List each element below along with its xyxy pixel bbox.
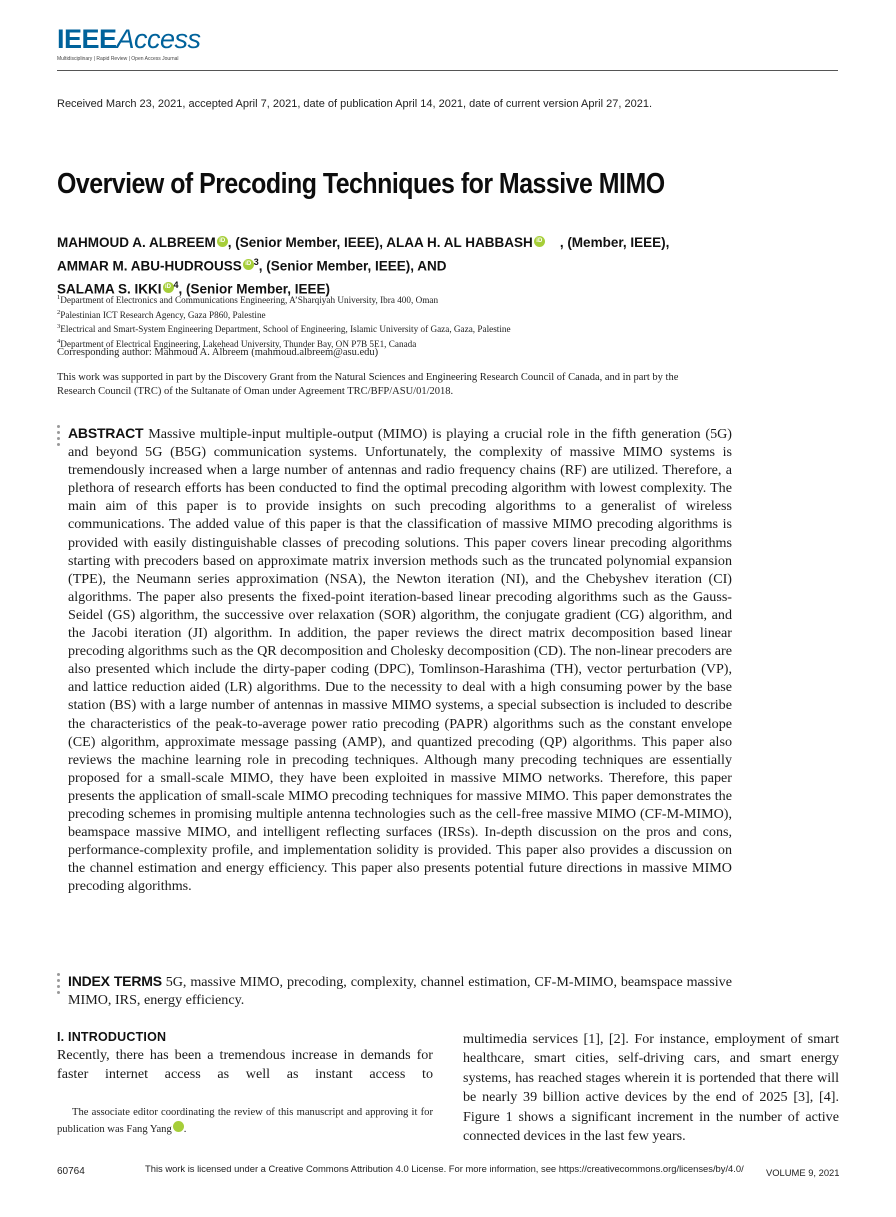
index-terms-text: 5G, massive MIMO, precoding, complexity, channel estimation, CF-M-MIMO, beamspace massive MIMO, IRS, energy efficiency. — [68, 974, 732, 1009]
logo-access: Access — [116, 24, 201, 54]
author-role: , (Senior Member, IEEE) — [178, 281, 331, 296]
affiliation-item: $^2$Palestinian ICT Research Agency, Gaza P860, Palestine — [57, 308, 266, 320]
index-terms-marker-icon — [57, 973, 61, 997]
affiliation-item: $^1$Department of Electronics and Communications Engineering, A’Sharqiyah University, Ibra 400, Oman — [57, 294, 439, 306]
author-name: SALAMA S. IKKI — [57, 281, 162, 296]
funding-note: This work was supported in part by the Discovery Grant from the Natural Sciences and Engineering Research Council of Canada, and in part by the Research Council (TRC) of the Sultanate of Oman under Agreement TRC/BFP/ASU/01/2018. — [57, 372, 679, 397]
orcid-icon[interactable]: iD — [173, 1121, 184, 1132]
intro-left-column — [57, 1030, 433, 1085]
affiliation-item: $^3$Electrical and Smart-System Engineering Department, School of Engineering, Islamic University of Gaza, Gaza, Palestine — [57, 323, 511, 335]
abstract-marker-icon — [57, 425, 61, 449]
author-affil-mark: 3 — [253, 256, 259, 267]
intro-right-column: multimedia services [1], [2]. For instance, employment of smart healthcare, smart cities, self-driving cars, and smart energy systems, has reached stages wherein it is portended that there will be nearly 39 billion active devices by the end of 2025 [3], [4]. Figure 1 shows a significant increment in the number of active connected devices in the last few years. — [463, 1031, 839, 1145]
logo-tagline: Multidisciplinary | Rapid Review | Open Access Journal — [57, 56, 179, 62]
affiliations — [57, 292, 837, 351]
orcid-icon[interactable]: iD — [534, 236, 545, 247]
author-list — [57, 233, 847, 299]
section-heading: I. INTRODUCTION — [57, 1030, 167, 1044]
author-affil-mark: 4 — [173, 279, 179, 290]
orcid-icon[interactable]: iD — [163, 282, 174, 293]
license-note[interactable]: This work is licensed under a Creative Commons Attribution 4.0 License. For more information, see https://creativecommons.org/licenses/by/4.0/ — [145, 1163, 744, 1174]
author-name: MAHMOUD A. ALBREEM — [57, 235, 216, 250]
author-role: , (Senior Member, IEEE), AND — [258, 258, 447, 273]
author-name: AMMAR M. ABU-HUDROUSS — [57, 258, 242, 273]
journal-logo — [57, 24, 217, 68]
abstract — [68, 424, 732, 895]
page-number: 60764 — [57, 1166, 85, 1177]
editor-footnote: The associate editor coordinating the review of this manuscript and approving it for publication was Fang Yang iD. — [57, 1107, 433, 1135]
index-terms-label: INDEX TERMS — [68, 973, 162, 989]
header-divider — [57, 70, 838, 71]
abstract-text: Massive multiple-input multiple-output (MIMO) is playing a crucial role in the fifth generation (5G) and beyond 5G (B5G) communication systems. Unfortunately, the complexity of massive MIMO systems is tremendously increased when a large number of antennas and radio frequency chains (RF) are utilized. Therefore, a plethora of research efforts has been conducted to find the optimal precoding algorithm with lowest complexity. The main aim of this paper is to provide insights on such precoding algorithms to a generalist of wireless communications. The added value of this paper is that the classification of massive MIMO precoding algorithms is provided with easily distinguishable classes of precoding solutions. This paper covers linear precoding algorithms starting with precoders based on approximate matrix inversion methods such as the truncated polynomial expansion (TPE), the Neumann series approximation (NSA), the Newton iteration (NI), and the Chebyshev iteration (CI) algorithms. The paper also presents the fixed-point iteration-based linear precoding algorithms such as the Gauss-Seidel (GS) algorithm, the successive over relaxation (SOR) algorithm, the conjugate gradient (CG) algorithm, and the Jacobi iteration (JI) algorithm. In addition, the paper reviews the direct matrix decomposition based linear precoding algorithms such as the QR decomposition and Cholesky decomposition (CD). The non-linear precoders are also presented which include the dirty-paper coding (DPC), Tomlinson-Harashima (TH), vector perturbation (VP), and lattice reduction aided (LR) algorithms. Due to the necessity to deal with a high consuming power by the base station (BS) with a large number of antennas in massive MIMO systems, a special subsection is included to describe the characteristics of the peak-to-average power ratio precoding (PAPR) algorithms such as the constant envelope (CE) algorithm, approximate message passing (AMP), and quantized precoding (QP) algorithms. This paper also reviews the machine learning role in precoding techniques. Although many precoding techniques are essentially proposed for a small-scale MIMO, they have been exploited in massive MIMO networks. Therefore, this paper presents the application of small-scale MIMO precoding techniques for massive MIMO. This paper demonstrates the precoding schemes in promising multiple antenna technologies such as the cell-free massive MIMO (CF-M-MIMO), beamspace massive MIMO, and intelligent reflecting surfaces (IRSs). In-depth discussion on the pros and cons, performance-complexity profile, and implementation solidity is provided. This paper also provides a discussion on the channel estimation and energy efficiency. This paper also presents potential future directions in massive MIMO precoding algorithms. — [68, 426, 732, 895]
received-dates: Received March 23, 2021, accepted April 7, 2021, date of publication April 14, 2021, date of current version April 27, 2021. — [57, 98, 652, 110]
paper-title: Overview of Precoding Techniques for Massive MIMO — [57, 168, 665, 200]
author-role: , (Senior Member, IEEE), ALAA H. AL HABBASH — [227, 235, 533, 250]
index-terms — [68, 972, 732, 1009]
corresponding-author: Corresponding author: Mahmoud A. Albreem (mahmoud.albreem@asu.edu) — [57, 347, 379, 358]
affiliation-item: $^4$Department of Electrical Engineering, Lakehead University, Thunder Bay, ON P7B 5E1, Canada — [57, 337, 417, 350]
volume-info: VOLUME 9, 2021 — [766, 1167, 840, 1178]
orcid-icon[interactable]: iD — [243, 259, 254, 270]
logo-ieee: IEEE — [57, 24, 117, 54]
abstract-label: ABSTRACT — [68, 425, 144, 441]
author-role: , (Member, IEEE), — [559, 235, 670, 250]
orcid-icon[interactable]: iD — [217, 236, 228, 247]
intro-paragraph: Recently, there has been a tremendous increase in demands for faster internet access as well as instant access to — [57, 1047, 433, 1083]
